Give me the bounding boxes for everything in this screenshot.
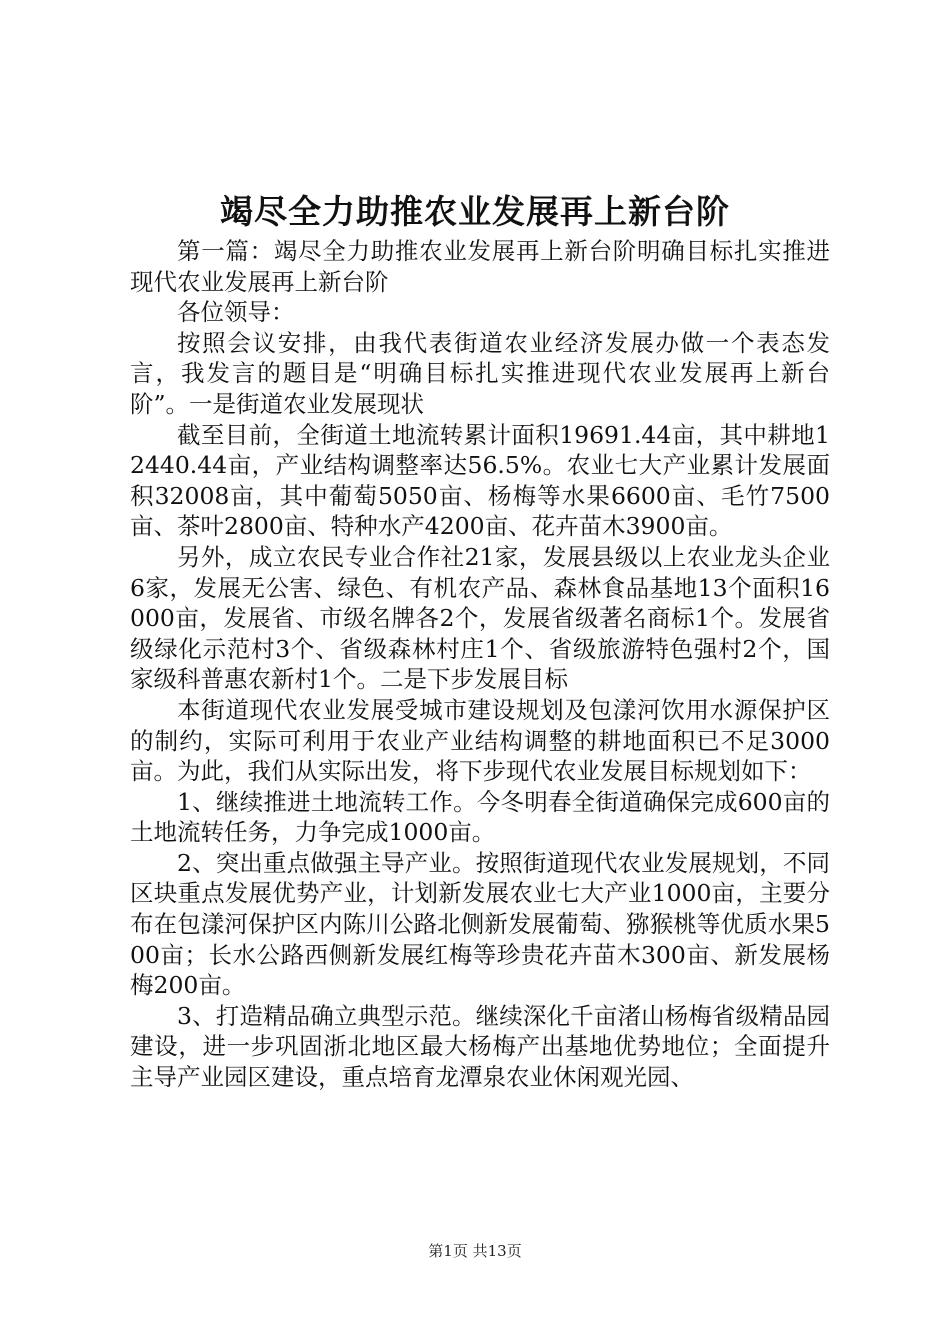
paragraph: 本街道现代农业发展受城市建设规划及包漾河饮用水源保护区的制约，实际可利用于农业产业结构调整的耕地面积已不足3000亩。为此，我们从实际出发，将下步现代农业发展目标规划如下： [130, 695, 830, 786]
paragraph: 另外，成立农民专业合作社21家，发展县级以上农业龙头企业6家，发展无公害、绿色、有机农产品、森林食品基地13个面积16000亩，发展省、市级名牌各2个，发展省级著名商标1个。发展省级绿化示范村3个、省级森林村庄1个、省级旅游特色强村2个，国家级科普惠农新村1个。二是下步发展目标 [130, 542, 830, 694]
paragraph: 3、打造精品确立典型示范。继续深化千亩渚山杨梅省级精品园建设，进一步巩固浙北地区最大杨梅产出基地优势地位；全面提升主导产业园区建设，重点培育龙潭泉农业休闲观光园、 [130, 1001, 830, 1092]
paragraph: 1、继续推进土地流转工作。今冬明春全街道确保完成600亩的土地流转任务，力争完成1000亩。 [130, 787, 830, 847]
paragraph: 各位领导： [177, 298, 295, 327]
page-footer: 第1页 共13页 [428, 1242, 522, 1260]
paragraph: 第一篇：竭尽全力助推农业发展再上新台阶明确目标扎实推进现代农业发展再上新台阶 [130, 237, 830, 296]
paragraph: 截至目前，全街道土地流转累计面积19691.44亩，其中耕地12440.44亩，产业结构调整率达56.5%。农业七大产业累计发展面积32008亩，其中葡萄5050亩、杨梅等水果6600亩、毛竹7500亩、茶叶2800亩、特种水产4200亩、花卉苗木3900亩。 [130, 420, 830, 541]
paragraph: 2、突出重点做强主导产业。按照街道现代农业发展规划，不同区块重点发展优势产业，计划新发展农业七大产业1000亩，主要分布在包漾河保护区内陈川公路北侧新发展葡萄、猕猴桃等优质水果500亩；长水公路西侧新发展红梅等珍贵花卉苗木300亩、新发展杨梅200亩。 [130, 848, 830, 1000]
document-body [130, 236, 830, 1093]
document-title: 竭尽全力助推农业发展再上新台阶 [220, 192, 730, 231]
paragraph: 按照会议安排，由我代表街道农业经济发展办做一个表态发言，我发言的题目是“明确目标扎实推进现代农业发展再上新台阶”。一是街道农业发展现状 [130, 328, 830, 418]
